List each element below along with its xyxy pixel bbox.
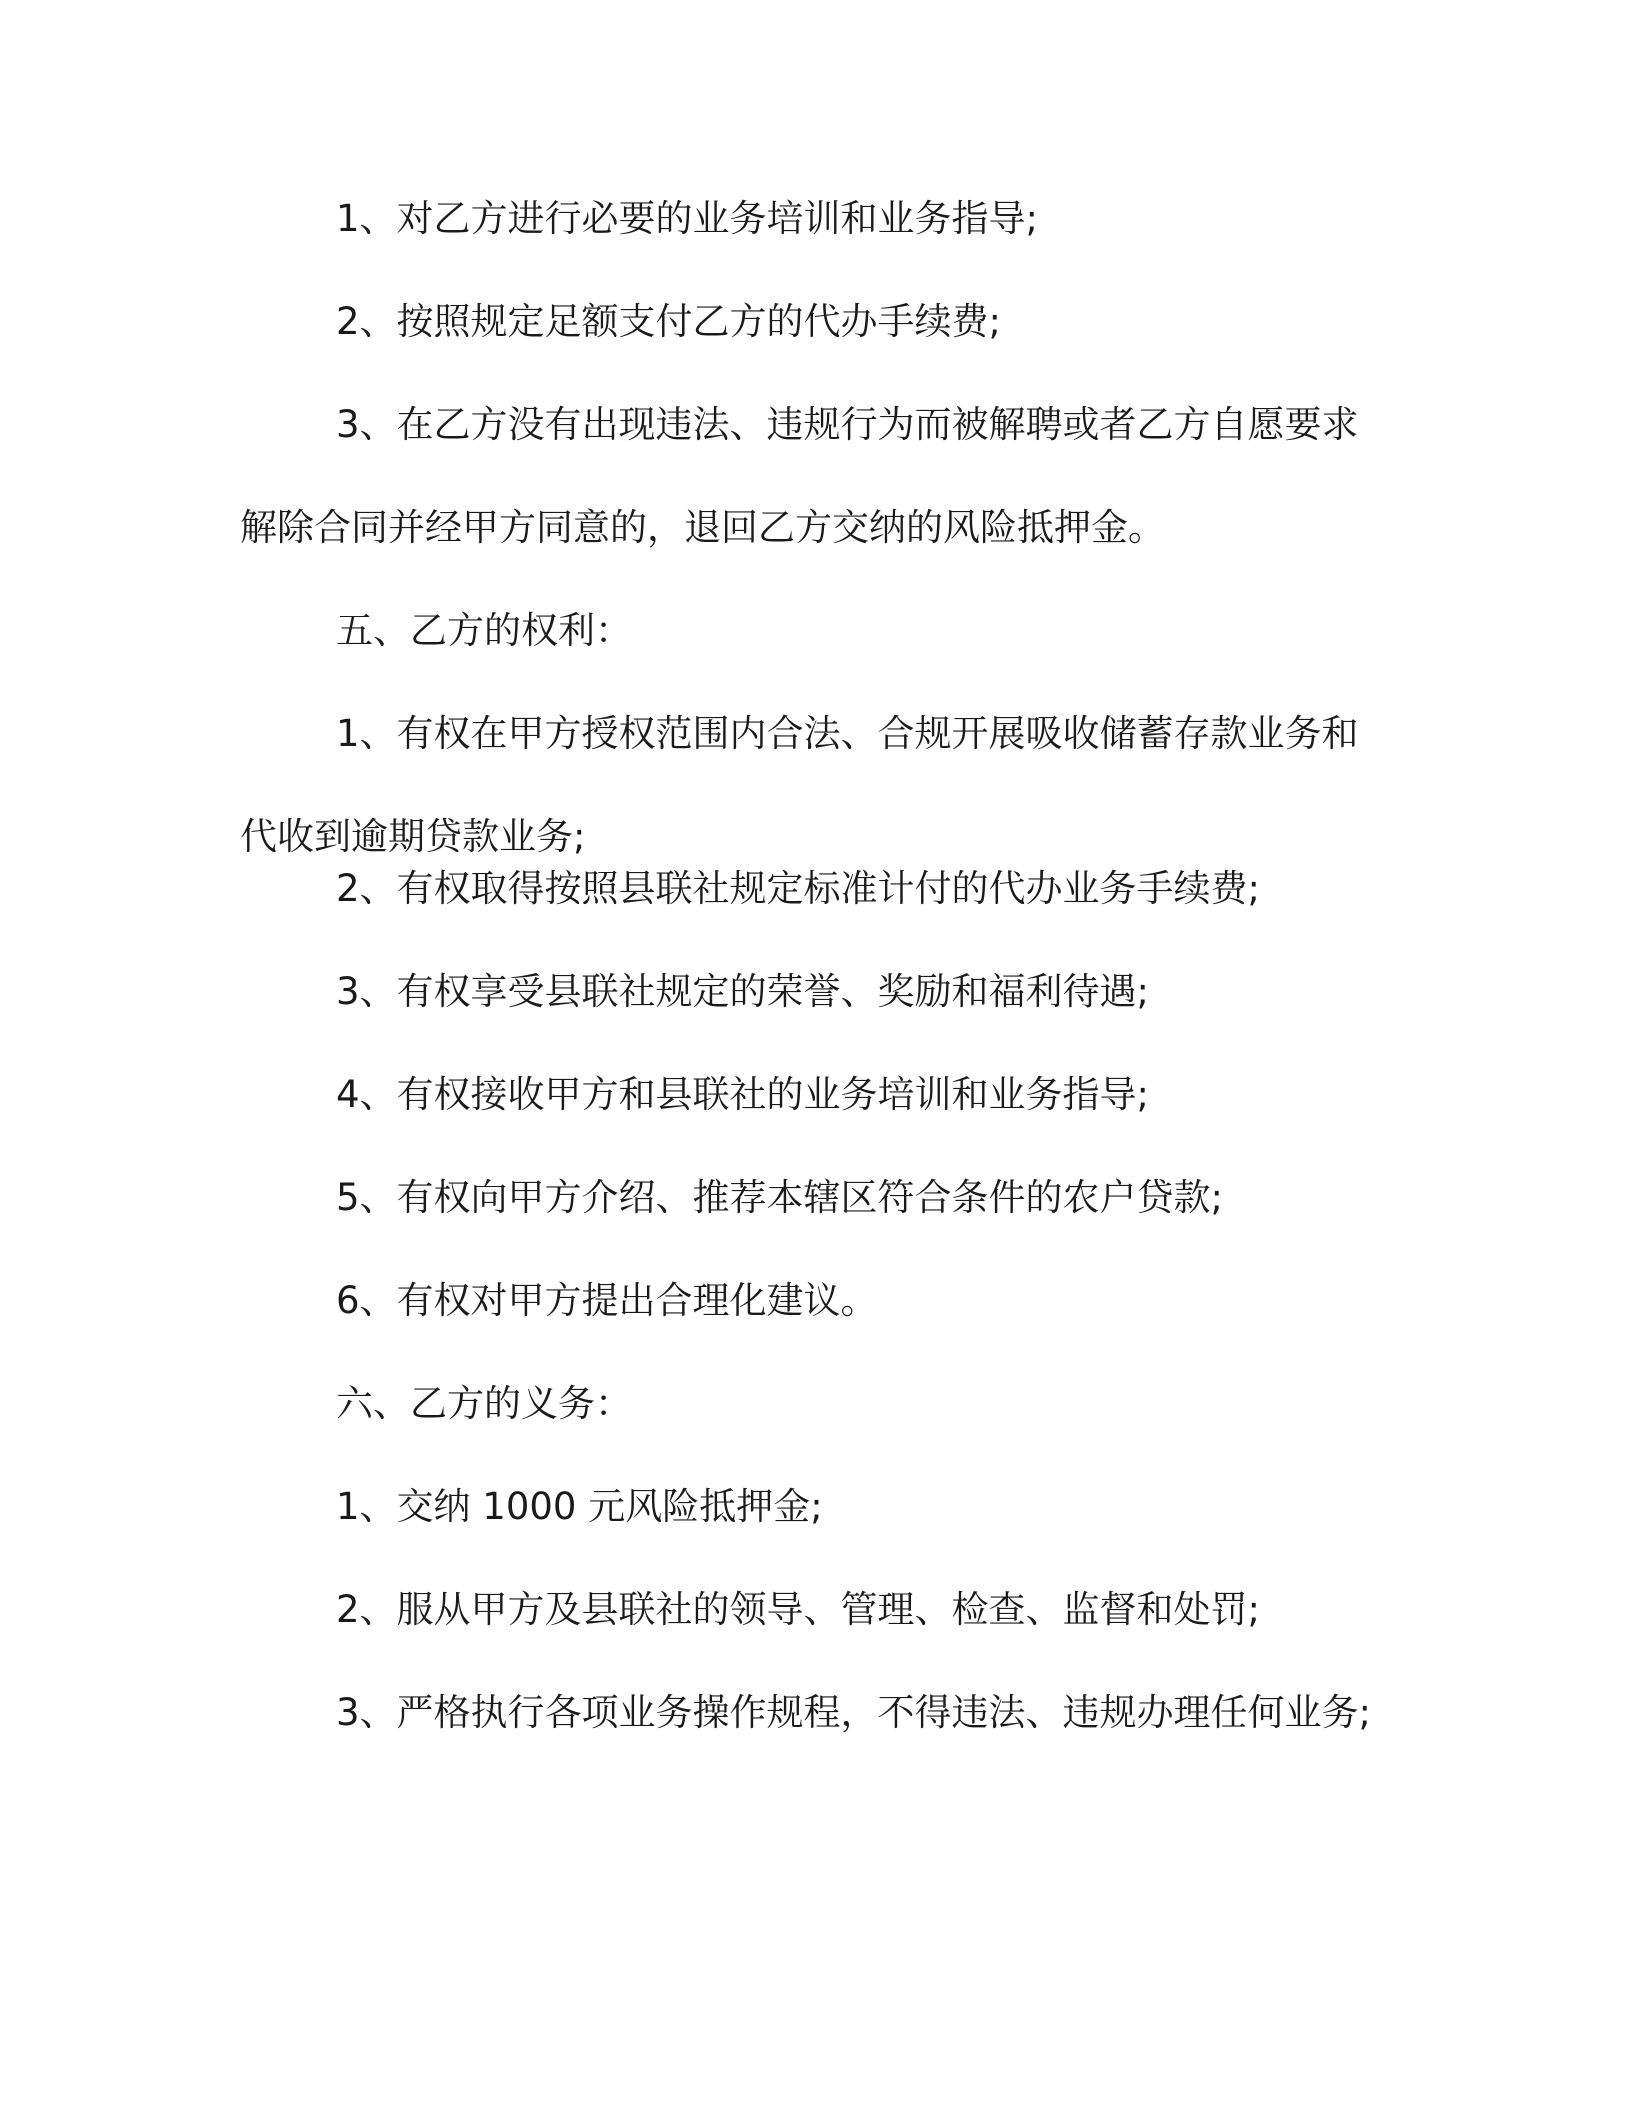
section-heading-6: 六、乙方的义务： (336, 1382, 632, 1425)
paragraph-6-3: 3、严格执行各项业务操作规程，不得违法、违规办理任何业务; (336, 1691, 1372, 1734)
paragraph-1: 1、对乙方进行必要的业务培训和业务指导; (336, 197, 1039, 240)
paragraph-6-1: 1、交纳 1000 元风险抵押金; (336, 1485, 823, 1528)
paragraph-5-4: 4、有权接收甲方和县联社的业务培训和业务指导; (336, 1073, 1150, 1116)
section-heading-5: 五、乙方的权利： (336, 609, 632, 652)
paragraph-5-2: 2、有权取得按照县联社规定标准计付的代办业务手续费; (336, 867, 1261, 910)
paragraph-6-2: 2、服从甲方及县联社的领导、管理、检查、监督和处罚; (336, 1588, 1261, 1631)
paragraph-5-1: 1、有权在甲方授权范围内合法、合规开展吸收储蓄存款业务和代收到逾期贷款业务; (240, 712, 1359, 858)
paragraph-5-6: 6、有权对甲方提出合理化建议。 (336, 1279, 878, 1322)
paragraph-5-3: 3、有权享受县联社规定的荣誉、奖励和福利待遇; (336, 970, 1150, 1013)
paragraph-5-5: 5、有权向甲方介绍、推荐本辖区符合条件的农户贷款; (336, 1176, 1224, 1219)
paragraph-2: 2、按照规定足额支付乙方的代办手续费; (336, 300, 1002, 343)
paragraph-3: 3、在乙方没有出现违法、违规行为而被解聘或者乙方自愿要求解除合同并经甲方同意的，退回乙方交纳的风险抵押金。 (240, 403, 1359, 549)
